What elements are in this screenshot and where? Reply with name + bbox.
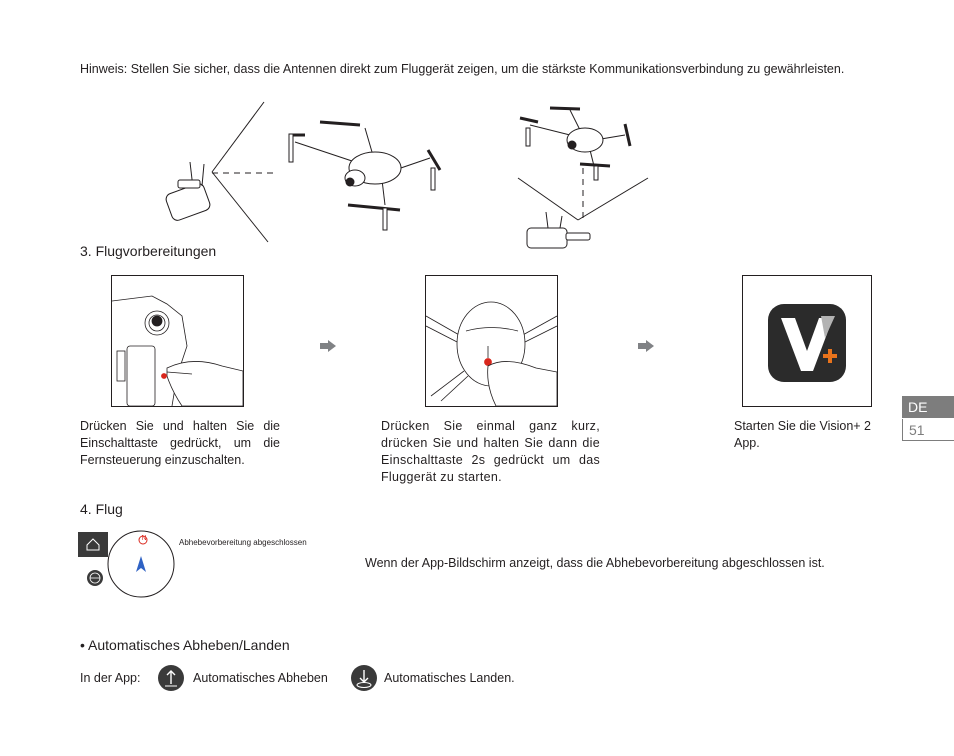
antenna-drone-illustration-2 bbox=[510, 100, 670, 255]
step-1-caption: Drücken Sie und halten Sie die Einschalttaste gedrückt, um die Fernsteuerung einzuschalten. bbox=[80, 419, 280, 467]
auto-landing-label: Automatisches Landen. bbox=[384, 671, 515, 685]
antenna-drone-illustration-1 bbox=[160, 100, 480, 250]
auto-section-title: • Automatisches Abheben/Landen bbox=[80, 637, 290, 653]
takeoff-ready-status: Abhebevorbereitung abgeschlossen bbox=[179, 538, 307, 547]
remote-controller-power-illustration bbox=[112, 276, 243, 406]
auto-landing-icon[interactable] bbox=[351, 665, 377, 691]
drone-power-illustration bbox=[426, 276, 557, 406]
vision-plus-2-app-icon[interactable] bbox=[743, 276, 871, 406]
in-app-label: In der App: bbox=[80, 671, 141, 685]
section-3-title: 3. Flugvorbereitungen bbox=[80, 243, 217, 259]
app-home-panel bbox=[78, 532, 108, 557]
section-4-title: 4. Flug bbox=[80, 501, 123, 517]
auto-takeoff-label: Automatisches Abheben bbox=[193, 671, 328, 685]
step-2-image bbox=[425, 275, 558, 407]
next-step-arrow-1 bbox=[320, 340, 336, 352]
next-step-arrow-2 bbox=[638, 340, 654, 352]
language-tab: DE bbox=[902, 396, 954, 418]
app-screen-illustration bbox=[78, 528, 188, 600]
flight-description: Wenn der App-Bildschirm anzeigt, dass die Abhebevorbereitung abgeschlossen ist. bbox=[365, 556, 825, 570]
step-2-caption: Drücken Sie einmal ganz kurz, drücken Sie und halten Sie dann die Einschalttaste 2s gedrückt um das Fluggerät zu starten. bbox=[381, 419, 600, 484]
step-1-image bbox=[111, 275, 244, 407]
page-number: 51 bbox=[902, 419, 954, 441]
antenna-note: Hinweis: Stellen Sie sicher, dass die Antennen direkt zum Fluggerät zeigen, um die stärkste Kommunikationsverbindung zu gewährleisten. bbox=[80, 62, 845, 76]
auto-takeoff-icon[interactable] bbox=[158, 665, 184, 691]
step-3-image bbox=[742, 275, 872, 407]
compass-north-label: N bbox=[141, 535, 147, 542]
step-3-caption: Starten Sie die Vision+ 2 App. bbox=[734, 419, 872, 450]
